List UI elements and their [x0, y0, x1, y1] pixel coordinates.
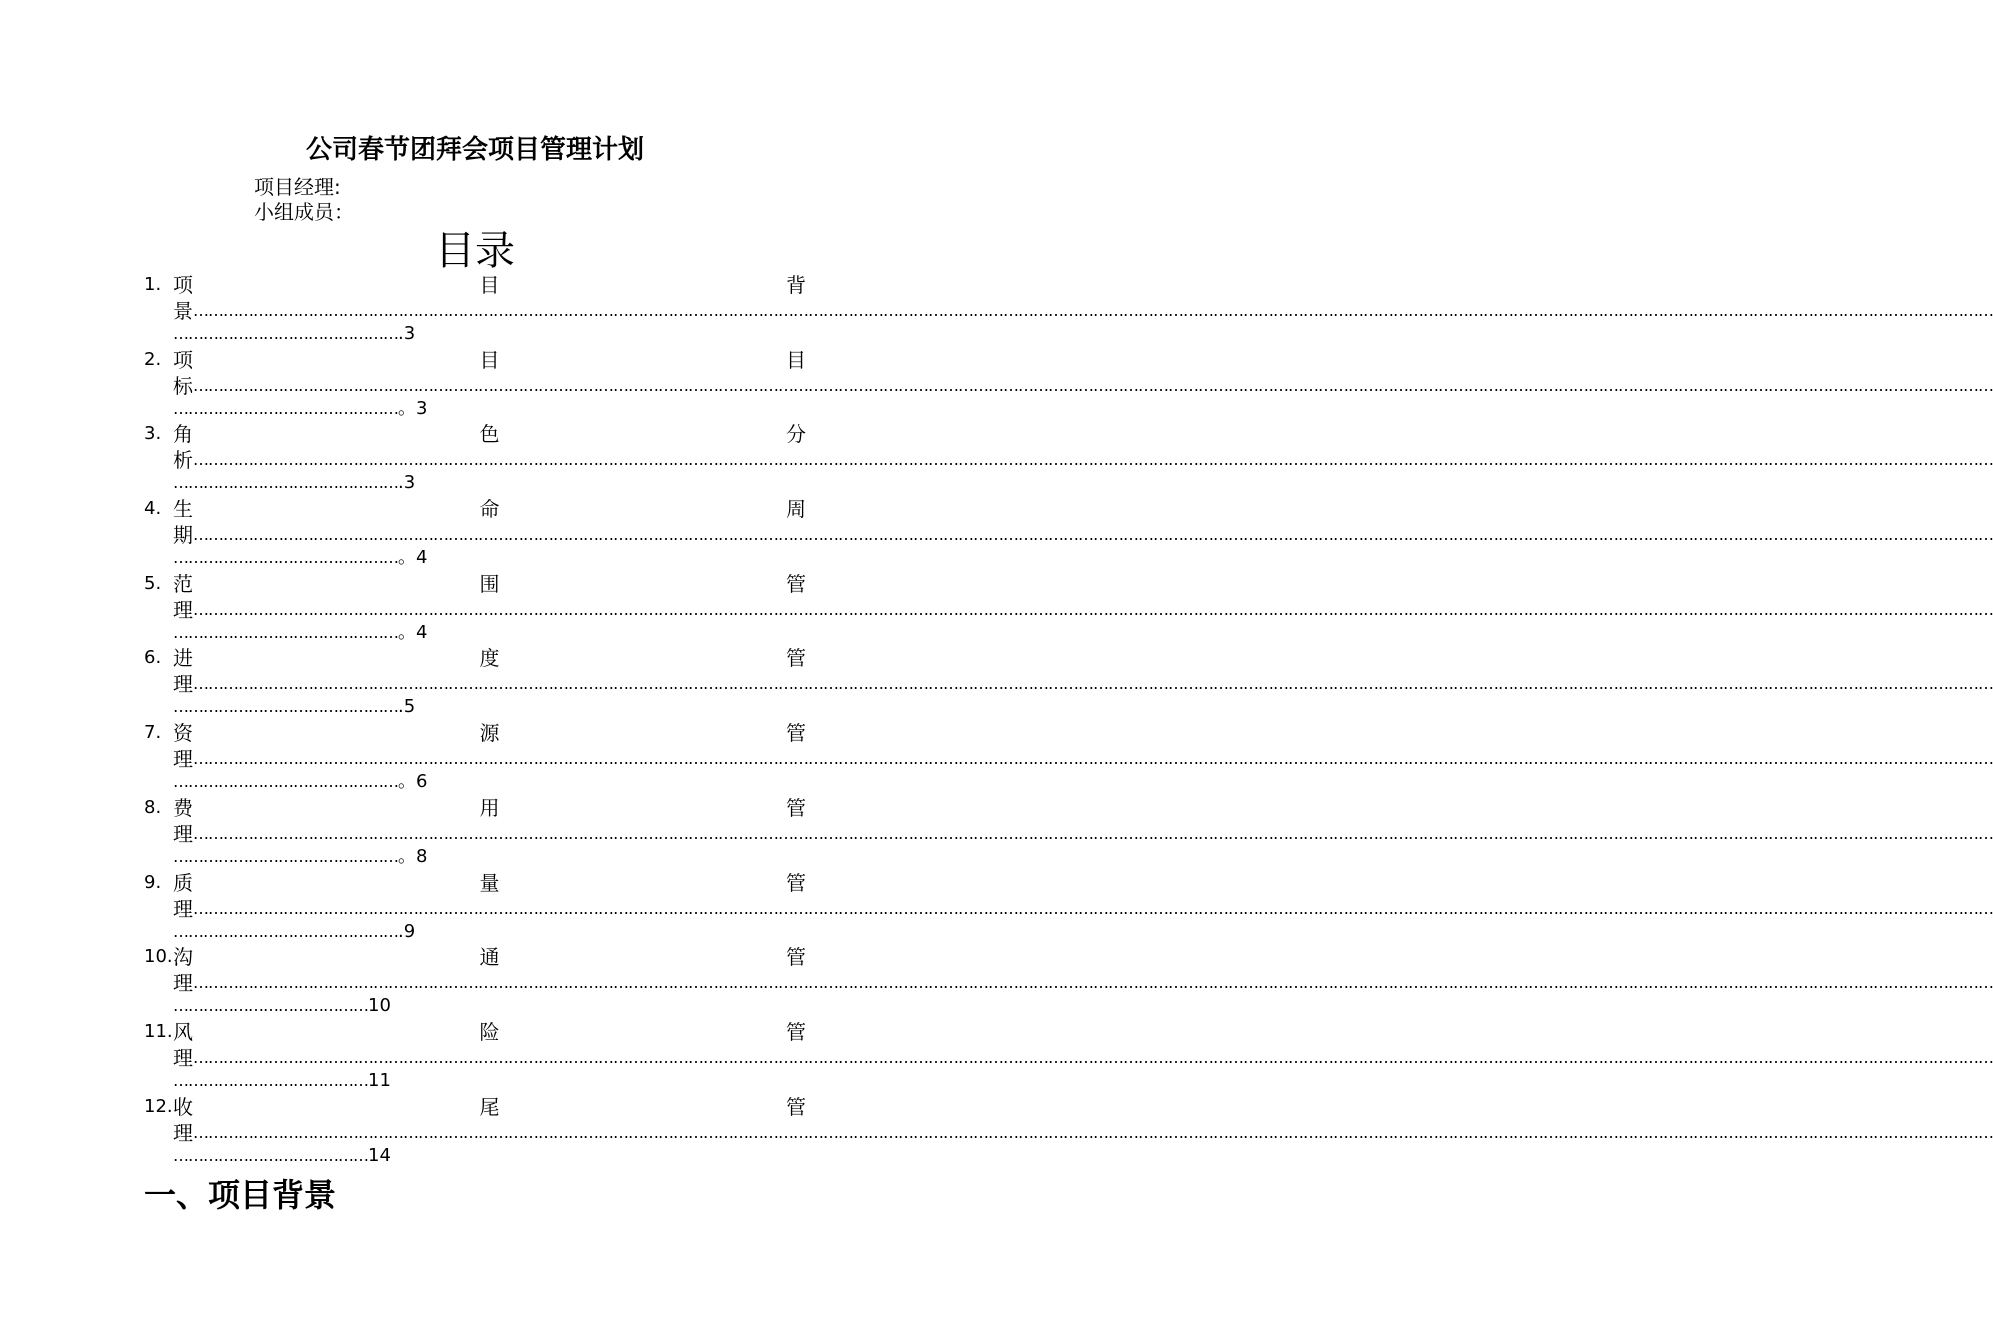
toc-entry-char: 理: [173, 747, 193, 772]
toc-entry-number: 3.: [144, 423, 162, 445]
toc-entry-leader-line: [173, 1120, 1993, 1146]
toc-dot-leader: ………………………………………………………………………………………………………………………………………………………………………………………………………………………………………………………………………………………………………………………………: [193, 1122, 1993, 1142]
toc-entry-char: 管: [786, 646, 806, 671]
toc-entry-char: 管: [786, 721, 806, 746]
toc-entry-number: 6.: [144, 647, 162, 669]
toc-entry-char: 度: [479, 646, 500, 671]
toc-dot-leader: ………………………………………: [173, 846, 398, 866]
toc-entry[interactable]: [144, 272, 1993, 347]
toc-entry-page-line: [173, 994, 391, 1018]
toc-entry-title-line: [173, 347, 806, 373]
toc-entry-char: 目: [479, 273, 500, 297]
toc-entry-char: 管: [786, 870, 806, 895]
toc-entry-char: 尾: [479, 1094, 500, 1119]
toc-entry-title-line: [173, 571, 806, 597]
toc-entry[interactable]: [144, 1094, 1993, 1169]
toc-entry-char: 风: [173, 1019, 193, 1044]
toc-entry-title-line: [173, 1019, 806, 1045]
toc-entry-page-line: [173, 920, 415, 944]
toc-entry-char: 景: [173, 299, 193, 323]
toc-entry-char: 理: [173, 672, 193, 697]
toc-entry-char: 进: [173, 646, 193, 671]
toc-entry-char: 围: [479, 571, 500, 596]
toc-dot-leader: ………………………………………: [173, 473, 398, 493]
toc-entry-char: 背: [786, 273, 806, 297]
toc-entry-page-line: [173, 322, 415, 346]
toc-dot-leader: ………………………………………: [173, 697, 398, 717]
toc-entry-leader-line: [173, 746, 1993, 772]
toc-entry-char: 管: [786, 1019, 806, 1044]
toc-entry[interactable]: [144, 421, 1993, 496]
toc-dot-leader: ………………………………………………………………………………………………………………………………………………………………………………………………………………………………………………………………………………………………………………………………: [193, 898, 1993, 918]
project-manager-label: 项目经理:: [254, 175, 341, 199]
toc-entry-title-line: [173, 645, 806, 671]
toc-entry-char: 项: [173, 347, 193, 372]
toc-entry-title-line: [173, 421, 806, 447]
toc-entry-number: 4.: [144, 498, 162, 520]
toc-page-number: 10: [368, 995, 391, 1017]
toc-entry-leader-line: [173, 373, 1993, 399]
toc-entry[interactable]: [144, 795, 1993, 870]
toc-dot-leader: ………………………………………: [173, 548, 398, 568]
toc-entry[interactable]: [144, 944, 1993, 1019]
toc-entry-char: 角: [173, 422, 193, 447]
toc-entry-page-line: [173, 1069, 391, 1093]
toc-entry-number: 9.: [144, 871, 162, 893]
toc-entry-leader-line: [173, 821, 1993, 847]
toc-page-separator: 。: [398, 621, 416, 643]
toc-entry-char: 生: [173, 497, 193, 522]
toc-page-number: 3: [403, 472, 416, 494]
toc-page-number: 4: [416, 547, 428, 569]
team-members-label: 小组成员：: [254, 200, 354, 224]
toc-entry-leader-line: [173, 1045, 1993, 1071]
toc-dot-leader: ………………………………………: [173, 772, 398, 792]
toc-entry-page-line: [173, 621, 427, 645]
toc-dot-leader: …………………………………: [173, 996, 368, 1016]
toc-dot-leader: ………………………………………: [173, 324, 398, 343]
toc-entry-page-line: [173, 770, 427, 794]
toc-entry-page-line: [173, 695, 415, 719]
toc-dot-leader: ………………………………………………………………………………………………………………………………………………………………………………………………………………………………………………………………………………………………………………………………: [193, 823, 1993, 843]
toc-page-separator: .: [398, 920, 404, 942]
toc-entry-number: 11.: [144, 1020, 173, 1042]
toc-entry-title-line: [173, 720, 806, 746]
toc-page-number: 9: [403, 920, 416, 942]
toc-entry-title-line: [173, 795, 806, 821]
toc-entry-char: 通: [479, 945, 500, 970]
toc-dot-leader: ………………………………………: [173, 622, 398, 642]
toc-page-separator: .: [398, 323, 404, 344]
toc-entry-page-line: [173, 397, 427, 421]
toc-dot-leader: ………………………………………………………………………………………………………………………………………………………………………………………………………………………………………………………………………………………………………………………………: [193, 749, 1993, 769]
toc-page-number: 8: [416, 845, 428, 867]
toc-entry-leader-line: [173, 970, 1993, 996]
toc-page-separator: 。: [398, 397, 416, 419]
toc-entry-char: 色: [479, 422, 500, 447]
toc-entry-char: 收: [173, 1094, 193, 1119]
toc-entry-char: 标: [173, 373, 193, 398]
toc-entry[interactable]: [144, 870, 1993, 945]
toc-entry-leader-line: [173, 522, 1993, 548]
toc-entry[interactable]: [144, 720, 1993, 795]
toc-entry-char: 范: [173, 571, 193, 596]
toc-heading: 目录: [435, 228, 515, 274]
toc-entry-leader-line: [173, 671, 1993, 697]
toc-entry[interactable]: [144, 1019, 1993, 1094]
toc-entry-char: 管: [786, 795, 806, 820]
toc-entry-char: 管: [786, 945, 806, 970]
toc-entry-char: 费: [173, 795, 193, 820]
toc-entry-char: 目: [479, 347, 500, 372]
section-heading: 一、项目背景: [144, 1176, 337, 1214]
toc-entry-char: 资: [173, 721, 193, 746]
toc-entry-number: 12.: [144, 1095, 173, 1117]
toc-page-number: 5: [403, 696, 416, 718]
toc-entry-char: 理: [173, 1045, 193, 1070]
toc-dot-leader: ………………………………………………………………………………………………………………………………………………………………………………………………………………………………………………………………………………………………………………………………: [193, 674, 1993, 694]
toc-entry-title-line: [173, 944, 806, 970]
toc-entry-char: 分: [786, 422, 806, 447]
toc-entry-char: 沟: [173, 945, 193, 970]
toc-entry-char: 目: [786, 347, 806, 372]
toc-entry-char: 管: [786, 1094, 806, 1119]
toc-dot-leader: ………………………………………………………………………………………………………………………………………………………………………………………………………………………………………………………………………………………………………………………………: [193, 301, 1993, 320]
toc-entry-leader-line: [173, 896, 1993, 922]
toc-entry-page-line: [173, 1144, 391, 1168]
toc-page-separator: 。: [398, 771, 416, 793]
toc-entry-char: 质: [173, 870, 193, 895]
toc-dot-leader: …………………………………: [173, 1145, 368, 1165]
toc-page-number: 14: [368, 1144, 391, 1166]
toc-entry-char: 源: [479, 721, 500, 746]
toc-entry-char: 项: [173, 273, 193, 297]
toc-dot-leader: ………………………………………………………………………………………………………………………………………………………………………………………………………………………………………………………………………………………………………………………………: [193, 450, 1993, 470]
toc-dot-leader: …………………………………: [173, 1070, 368, 1090]
toc-page-separator: 。: [398, 845, 416, 867]
toc-page-number: 6: [416, 771, 428, 793]
toc-entry-char: 管: [786, 571, 806, 596]
toc-dot-leader: ………………………………………: [173, 398, 398, 418]
toc-entry-char: 理: [173, 1120, 193, 1145]
toc-entry-leader-line: [173, 597, 1993, 623]
toc-entry-char: 析: [173, 448, 193, 473]
toc-entry[interactable]: [144, 645, 1993, 720]
toc-page-number: 11: [368, 1069, 391, 1091]
toc-entry-page-line: [173, 546, 427, 570]
toc-entry[interactable]: [144, 347, 1993, 422]
toc-entry-char: 用: [479, 795, 500, 820]
document-title: 公司春节团拜会项目管理计划: [305, 135, 644, 165]
toc-page-separator: 。: [398, 547, 416, 569]
toc-entry-char: 理: [173, 896, 193, 921]
toc-page-number: 3: [403, 323, 416, 344]
toc-entry-title-line: [173, 1094, 806, 1120]
toc-entry-char: 期: [173, 523, 193, 548]
toc-dot-leader: ………………………………………………………………………………………………………………………………………………………………………………………………………………………………………………………………………………………………………………………………: [193, 973, 1993, 993]
toc-entry-leader-line: [173, 298, 1993, 324]
table-of-contents: [144, 272, 1993, 1168]
toc-entry-char: 理: [173, 971, 193, 996]
toc-entry-number: 8.: [144, 796, 162, 818]
toc-dot-leader: ………………………………………………………………………………………………………………………………………………………………………………………………………………………………………………………………………………………………………………………………: [193, 525, 1993, 545]
toc-entry-page-line: [173, 471, 415, 495]
toc-page-separator: .: [398, 696, 404, 718]
toc-entry-number: 1.: [144, 274, 162, 295]
toc-entry-title-line: [173, 272, 806, 298]
toc-entry-char: 量: [479, 870, 500, 895]
toc-entry-char: 险: [479, 1019, 500, 1044]
toc-entry-number: 2.: [144, 348, 162, 370]
toc-entry-number: 10.: [144, 946, 173, 968]
toc-entry-number: 5.: [144, 572, 162, 594]
toc-dot-leader: ………………………………………………………………………………………………………………………………………………………………………………………………………………………………………………………………………………………………………………………………: [193, 375, 1993, 395]
toc-dot-leader: ………………………………………………………………………………………………………………………………………………………………………………………………………………………………………………………………………………………………………………………………: [193, 599, 1993, 619]
toc-entry-leader-line: [173, 447, 1993, 473]
toc-entry-char: 周: [786, 497, 806, 522]
toc-page-separator: .: [398, 472, 404, 494]
toc-entry[interactable]: [144, 496, 1993, 571]
toc-entry-title-line: [173, 870, 806, 896]
toc-entry-char: 理: [173, 597, 193, 622]
toc-page-number: 4: [416, 621, 428, 643]
toc-entry-number: 7.: [144, 722, 162, 744]
toc-dot-leader: ………………………………………………………………………………………………………………………………………………………………………………………………………………………………………………………………………………………………………………………………: [193, 1047, 1993, 1067]
toc-entry-page-line: [173, 845, 427, 869]
toc-entry-title-line: [173, 496, 806, 522]
toc-entry-char: 理: [173, 821, 193, 846]
toc-dot-leader: ………………………………………: [173, 921, 398, 941]
toc-entry[interactable]: [144, 571, 1993, 646]
toc-page-number: 3: [416, 397, 428, 419]
toc-entry-char: 命: [479, 497, 500, 522]
